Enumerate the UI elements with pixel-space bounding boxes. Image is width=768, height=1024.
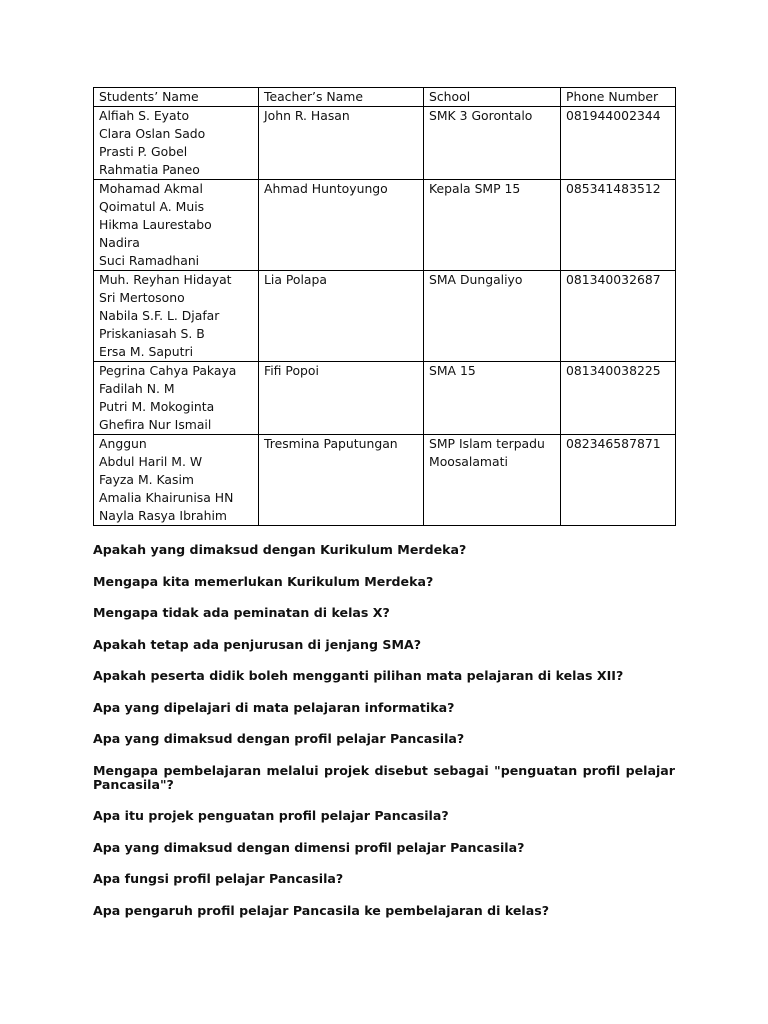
students-cell xyxy=(94,435,259,526)
school-cell: SMK 3 Gorontalo xyxy=(424,107,561,180)
student-name: Nayla Rasya Ibrahim xyxy=(99,508,227,523)
table-row xyxy=(94,362,676,435)
teacher-cell: Tresmina Paputungan xyxy=(259,435,424,526)
student-name: Prasti P. Gobel xyxy=(99,144,188,159)
table-header-row xyxy=(94,88,676,107)
student-name: Anggun xyxy=(99,436,147,451)
question: Apa itu projek penguatan profil pelajar Pancasila? xyxy=(93,808,449,823)
header-phone-number: Phone Number xyxy=(561,88,676,107)
students-table xyxy=(93,87,676,526)
question: Mengapa pembelajaran melalui projek disebut sebagai "penguatan profil pelajar Pancasila"? xyxy=(93,762,675,792)
header-students-name: Students’ Name xyxy=(94,88,259,107)
student-name: Fayza M. Kasim xyxy=(99,472,194,487)
phone-cell: 081340038225 xyxy=(561,362,676,435)
question: Apakah yang dimaksud dengan Kurikulum Merdeka? xyxy=(93,542,467,557)
question: Apa fungsi profil pelajar Pancasila? xyxy=(93,871,344,886)
student-name: Qoimatul A. Muis xyxy=(99,199,205,214)
student-name: Ersa M. Saputri xyxy=(99,344,194,359)
student-name: Putri M. Mokoginta xyxy=(99,399,215,414)
student-name: Fadilah N. M xyxy=(99,381,175,396)
students-cell xyxy=(94,107,259,180)
question: Apakah peserta didik boleh mengganti pilihan mata pelajaran di kelas XII? xyxy=(93,668,624,683)
table-row xyxy=(94,435,676,526)
table-row xyxy=(94,107,676,180)
phone-cell: 081944002344 xyxy=(561,107,676,180)
teacher-cell: John R. Hasan xyxy=(259,107,424,180)
students-cell xyxy=(94,271,259,362)
student-name: Nabila S.F. L. Djafar xyxy=(99,308,220,323)
question: Apa yang dimaksud dengan dimensi profil pelajar Pancasila? xyxy=(93,839,525,855)
student-name: Muh. Reyhan Hidayat xyxy=(99,272,232,287)
school-cell: Kepala SMP 15 xyxy=(424,180,561,271)
school-cell: SMP Islam terpadu Moosalamati xyxy=(424,435,561,526)
student-name: Clara Oslan Sado xyxy=(99,126,206,141)
question: Apa pengaruh profil pelajar Pancasila ke pembelajaran di kelas? xyxy=(93,902,550,918)
student-name: Suci Ramadhani xyxy=(99,253,200,268)
header-teachers-name: Teacher’s Name xyxy=(259,88,424,107)
header-school: School xyxy=(424,88,561,107)
students-cell xyxy=(94,362,259,435)
student-name: Alfiah S. Eyato xyxy=(99,108,190,123)
phone-cell: 082346587871 xyxy=(561,435,676,526)
teacher-cell: Lia Polapa xyxy=(259,271,424,362)
document-page xyxy=(93,87,675,935)
student-name: Abdul Haril M. W xyxy=(99,454,203,469)
student-name: Rahmatia Paneo xyxy=(99,162,200,177)
phone-cell: 081340032687 xyxy=(561,271,676,362)
school-cell: SMA 15 xyxy=(424,362,561,435)
student-name: Nadira xyxy=(99,235,140,250)
question-list xyxy=(93,543,675,918)
school-cell: SMA Dungaliyo xyxy=(424,271,561,362)
question: Mengapa tidak ada peminatan di kelas X? xyxy=(93,605,390,620)
question: Apa yang dimaksud dengan profil pelajar Pancasila? xyxy=(93,731,465,746)
students-cell xyxy=(94,180,259,271)
student-name: Amalia Khairunisa HN xyxy=(99,490,234,505)
student-name: Pegrina Cahya Pakaya xyxy=(99,363,237,378)
table-row xyxy=(94,271,676,362)
question: Apa yang dipelajari di mata pelajaran informatika? xyxy=(93,699,455,715)
student-name: Priskaniasah S. B xyxy=(99,326,205,341)
teacher-cell: Ahmad Huntoyungo xyxy=(259,180,424,271)
student-name: Ghefira Nur Ismail xyxy=(99,417,212,432)
phone-cell: 085341483512 xyxy=(561,180,676,271)
question: Mengapa kita memerlukan Kurikulum Merdeka? xyxy=(93,573,434,589)
student-name: Hikma Laurestabo xyxy=(99,217,212,232)
teacher-cell: Fifi Popoi xyxy=(259,362,424,435)
student-name: Mohamad Akmal xyxy=(99,181,203,196)
student-name: Sri Mertosono xyxy=(99,290,185,305)
question: Apakah tetap ada penjurusan di jenjang SMA? xyxy=(93,636,422,652)
table-row xyxy=(94,180,676,271)
